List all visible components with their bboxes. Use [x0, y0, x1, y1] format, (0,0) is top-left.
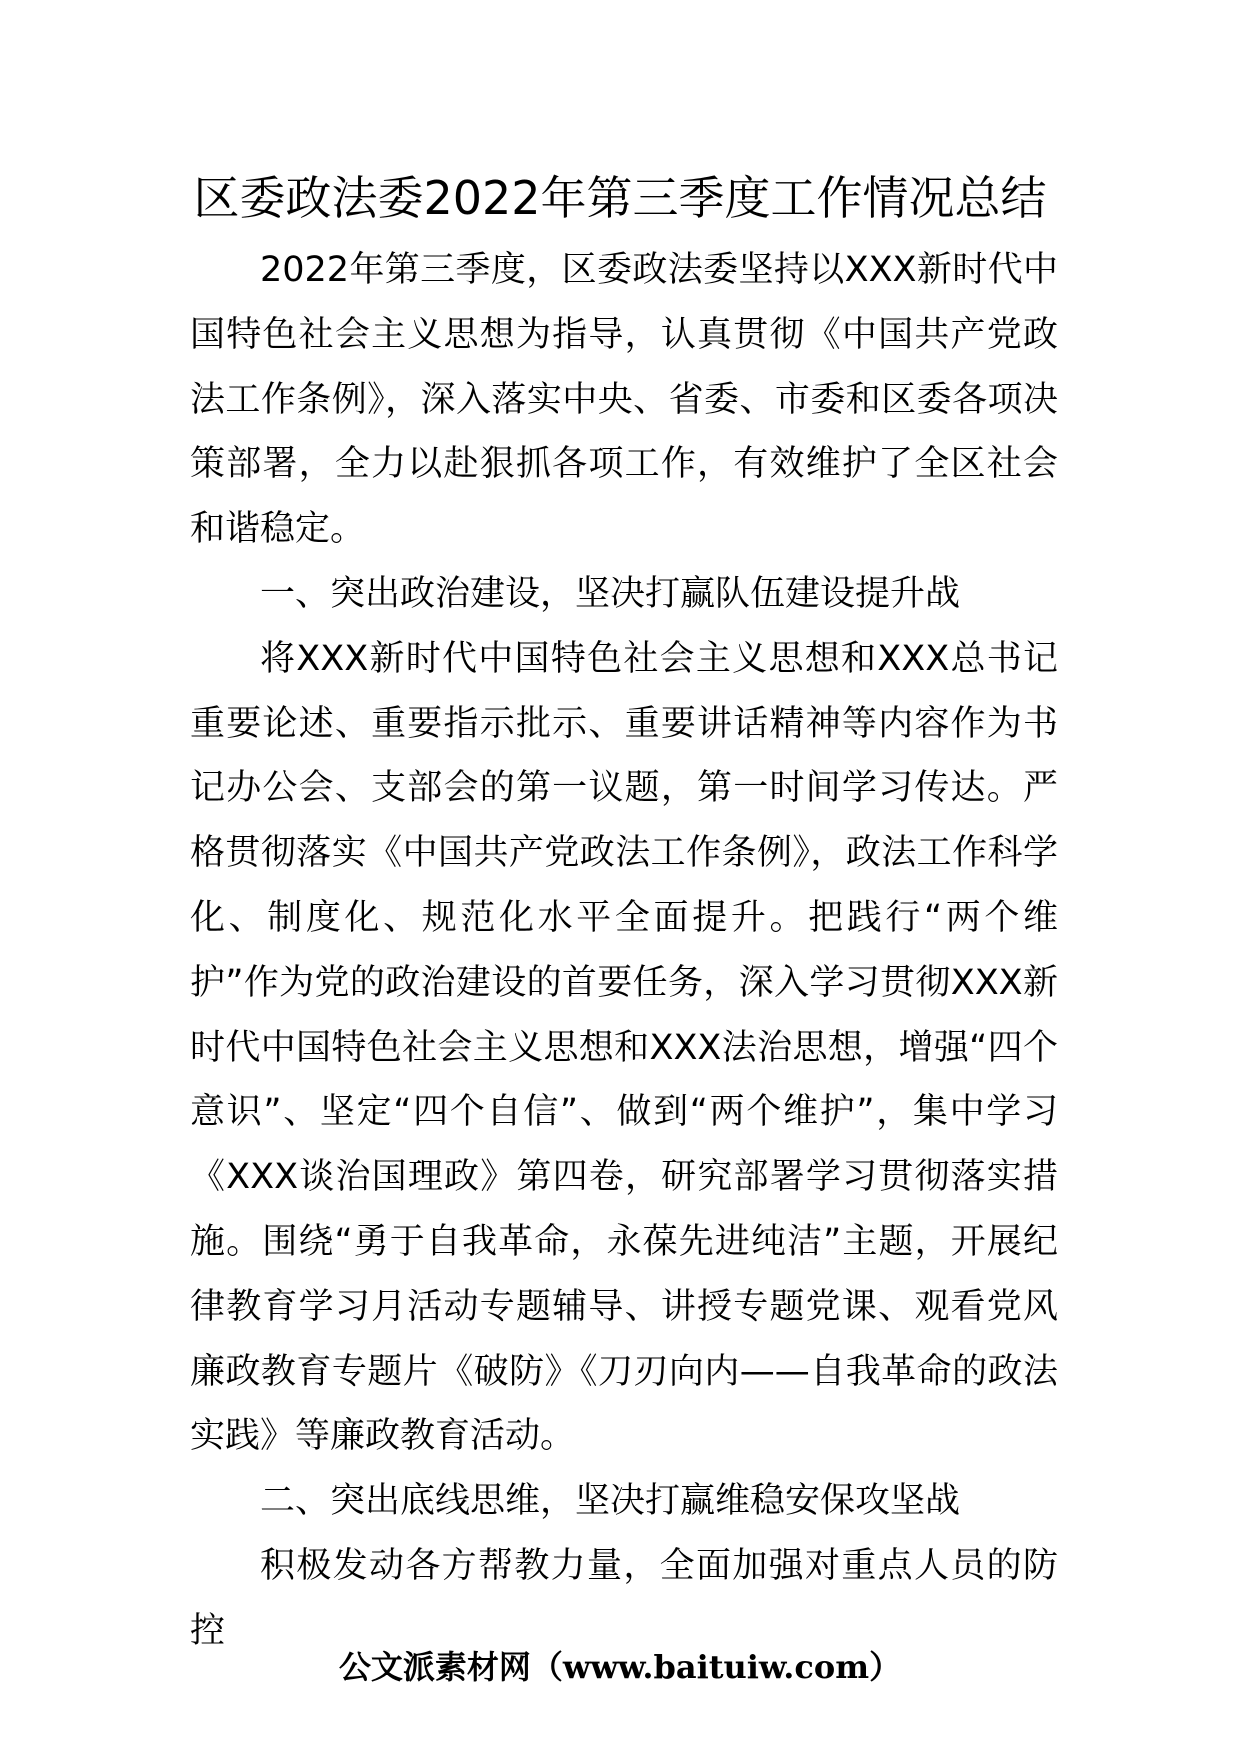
section-heading-2: 二、突出底线思维，坚决打赢维稳安保攻坚战 [260, 1481, 961, 1522]
intro-paragraph: 2022年第三季度，区委政法委坚持以XXX新时代中国特色社会主义思想为指导，认真贯彻《中国共产党政法工作条例》，深入落实中央、省委、市委和区委各项决策部署，全力以赴狠抓各项工作，有效维护了全区社会和谐稳定。 [190, 250, 1058, 550]
document-title: 区委政法委2022年第三季度工作情况总结 [193, 171, 1047, 225]
section-2-paragraph: 积极发动各方帮教力量，全面加强对重点人员的防控 [190, 1545, 1058, 1651]
page-footer: 公文派素材网（www.baituiw.com） [338, 1648, 902, 1686]
section-1-paragraph: 将XXX新时代中国特色社会主义思想和XXX总书记重要论述、重要指示批示、重要讲话精神等内容作为书记办公会、支部会的第一议题，第一时间学习传达。严格贯彻落实《中国共产党政法工作条例》，政法工作科学化、制度化、规范化水平全面提升。把践行“两个维护”作为党的政治建设的首要任务，深入学习贯彻XXX新时代中国特色社会主义思想和XXX法治思想，增强“四个意识”、坚定“四个自信”、做到“两个维护”，集中学习《XXX谈治国理政》第四卷，研究部署学习贯彻落实措施。围绕“勇于自我革命，永葆先进纯洁”主题，开展纪律教育学习月活动专题辅导、讲授专题党课、观看党风廉政教育专题片《破防》《刀刃向内——自我革命的政法实践》等廉政教育活动。 [190, 638, 1058, 1457]
section-heading-1: 一、突出政治建设，坚决打赢队伍建设提升战 [260, 573, 961, 614]
document-body [190, 238, 1058, 1664]
